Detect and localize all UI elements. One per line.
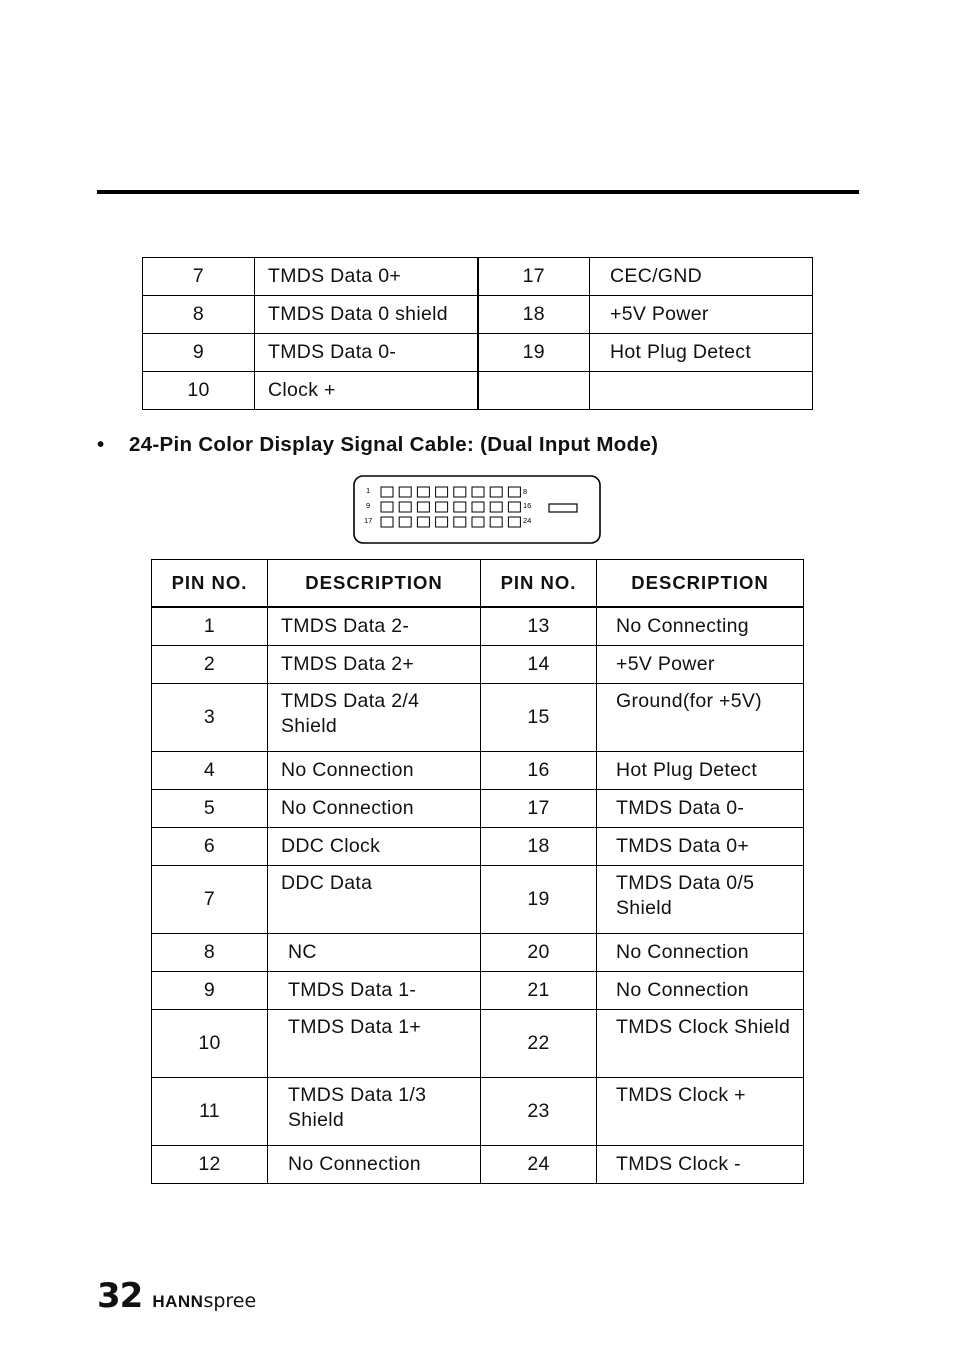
pin-number: 19: [478, 334, 590, 372]
pin-label: 8: [523, 487, 528, 496]
pin-description: Clock +: [255, 372, 478, 410]
table-row: [152, 752, 804, 790]
table-row: [152, 607, 804, 646]
pin-number: 1: [152, 607, 268, 646]
table-row: [152, 972, 804, 1010]
pin-description: No Connection: [597, 934, 804, 972]
connector-pin: [508, 502, 520, 512]
pin-description: TMDS Data 0-: [255, 334, 478, 372]
pin-number: [478, 372, 590, 410]
connector-pin: [490, 517, 502, 527]
pin-number: 21: [481, 972, 597, 1010]
pin-description: No Connection: [597, 972, 804, 1010]
pin-description: No Connection: [268, 790, 481, 828]
pin-description: TMDS Clock Shield: [597, 1010, 804, 1078]
table-row: [152, 866, 804, 934]
table-row: [152, 646, 804, 684]
pin-description: Hot Plug Detect: [597, 752, 804, 790]
pin-description: TMDS Clock +: [597, 1078, 804, 1146]
bullet: •: [97, 433, 105, 456]
connector-pin: [490, 502, 502, 512]
table-row: [152, 1146, 804, 1184]
table-header-row: [152, 560, 804, 608]
pin-label: 9: [366, 501, 371, 510]
connector-pin: [472, 502, 484, 512]
pin-description: TMDS Data 1+: [268, 1010, 481, 1078]
connector-pin: [436, 502, 448, 512]
pin-description: +5V Power: [590, 296, 813, 334]
connector-pin: [436, 487, 448, 497]
pin-description: TMDS Data 2/4 Shield: [268, 684, 481, 752]
pin-number: 8: [152, 934, 268, 972]
page-number: 32: [97, 1276, 143, 1316]
connector-pin: [472, 487, 484, 497]
table-row: [152, 1078, 804, 1146]
connector-pin: [381, 487, 393, 497]
connector-pin: [454, 517, 466, 527]
pin-description: DDC Data: [268, 866, 481, 934]
pin-label: 16: [523, 501, 532, 510]
pin-description: TMDS Data 2-: [268, 607, 481, 646]
pin-number: 7: [143, 258, 255, 296]
page-footer: [97, 1276, 256, 1316]
brand-logo: [152, 1290, 256, 1313]
pin-number: 7: [152, 866, 268, 934]
connector-pin: [381, 502, 393, 512]
pin-description: +5V Power: [597, 646, 804, 684]
flat-blade-pin: [549, 504, 577, 512]
connector-pin: [454, 487, 466, 497]
connector-pin: [399, 487, 411, 497]
pin-description: TMDS Data 0/5 Shield: [597, 866, 804, 934]
table-row: [143, 296, 813, 334]
connector-pin: [399, 517, 411, 527]
pin-description: CEC/GND: [590, 258, 813, 296]
table-row: [143, 372, 813, 410]
table-row: [152, 1010, 804, 1078]
pin-description: TMDS Data 1-: [268, 972, 481, 1010]
pin-description: Hot Plug Detect: [590, 334, 813, 372]
connector-pin: [417, 502, 429, 512]
pin-number: 9: [143, 334, 255, 372]
connector-pin: [472, 517, 484, 527]
column-header: PIN NO.: [152, 560, 268, 608]
connector-pin: [399, 502, 411, 512]
brand-light: spree: [203, 1290, 257, 1312]
pin-number: 15: [481, 684, 597, 752]
pin-number: 18: [481, 828, 597, 866]
pin-number: 14: [481, 646, 597, 684]
section-heading: [97, 433, 658, 457]
pin-description: DDC Clock: [268, 828, 481, 866]
pin-number: 3: [152, 684, 268, 752]
pin-description: No Connecting: [597, 607, 804, 646]
pin-number: 6: [152, 828, 268, 866]
dvi-connector-diagram: [353, 475, 601, 544]
pin-number: 4: [152, 752, 268, 790]
pin-description: [590, 372, 813, 410]
pin-number: 11: [152, 1078, 268, 1146]
brand-bold: HANN: [152, 1292, 204, 1311]
pin-table-continued: [142, 257, 813, 410]
pin-number: 18: [478, 296, 590, 334]
connector-pin: [417, 487, 429, 497]
pin-number: 24: [481, 1146, 597, 1184]
pin-assignment-table: [151, 559, 804, 1184]
pin-description: TMDS Data 0-: [597, 790, 804, 828]
connector-pin: [436, 517, 448, 527]
pin-number: 13: [481, 607, 597, 646]
pin-description: Ground(for +5V): [597, 684, 804, 752]
table-row: [152, 684, 804, 752]
pin-description: TMDS Data 0+: [597, 828, 804, 866]
column-header: DESCRIPTION: [597, 560, 804, 608]
header-rule: [97, 190, 859, 194]
connector-pin: [508, 487, 520, 497]
pin-number: 10: [152, 1010, 268, 1078]
pin-label: 1: [366, 486, 371, 495]
pin-number: 16: [481, 752, 597, 790]
table-row: [143, 258, 813, 296]
pin-number: 5: [152, 790, 268, 828]
pin-description: TMDS Data 0 shield: [255, 296, 478, 334]
pin-number: 22: [481, 1010, 597, 1078]
pin-number: 12: [152, 1146, 268, 1184]
pin-number: 20: [481, 934, 597, 972]
pin-label: 17: [364, 516, 373, 525]
pin-description: TMDS Data 2+: [268, 646, 481, 684]
table-row: [143, 334, 813, 372]
pin-number: 2: [152, 646, 268, 684]
pin-number: 17: [478, 258, 590, 296]
column-header: PIN NO.: [481, 560, 597, 608]
pin-description: No Connection: [268, 752, 481, 790]
pin-description: TMDS Data 1/3 Shield: [268, 1078, 481, 1146]
pin-label: 24: [523, 516, 532, 525]
pin-description: TMDS Clock -: [597, 1146, 804, 1184]
pin-number: 19: [481, 866, 597, 934]
pin-description: No Connection: [268, 1146, 481, 1184]
heading-text: 24-Pin Color Display Signal Cable: (Dual Input Mode): [129, 433, 659, 456]
connector-pin: [417, 517, 429, 527]
pin-number: 10: [143, 372, 255, 410]
table-row: [152, 790, 804, 828]
pin-number: 23: [481, 1078, 597, 1146]
connector-pin: [454, 502, 466, 512]
connector-pin: [508, 517, 520, 527]
pin-number: 9: [152, 972, 268, 1010]
column-header: DESCRIPTION: [268, 560, 481, 608]
connector-pin: [490, 487, 502, 497]
pin-description: TMDS Data 0+: [255, 258, 478, 296]
pin-number: 17: [481, 790, 597, 828]
table-row: [152, 934, 804, 972]
pin-description: NC: [268, 934, 481, 972]
table-row: [152, 828, 804, 866]
pin-number: 8: [143, 296, 255, 334]
connector-pin: [381, 517, 393, 527]
